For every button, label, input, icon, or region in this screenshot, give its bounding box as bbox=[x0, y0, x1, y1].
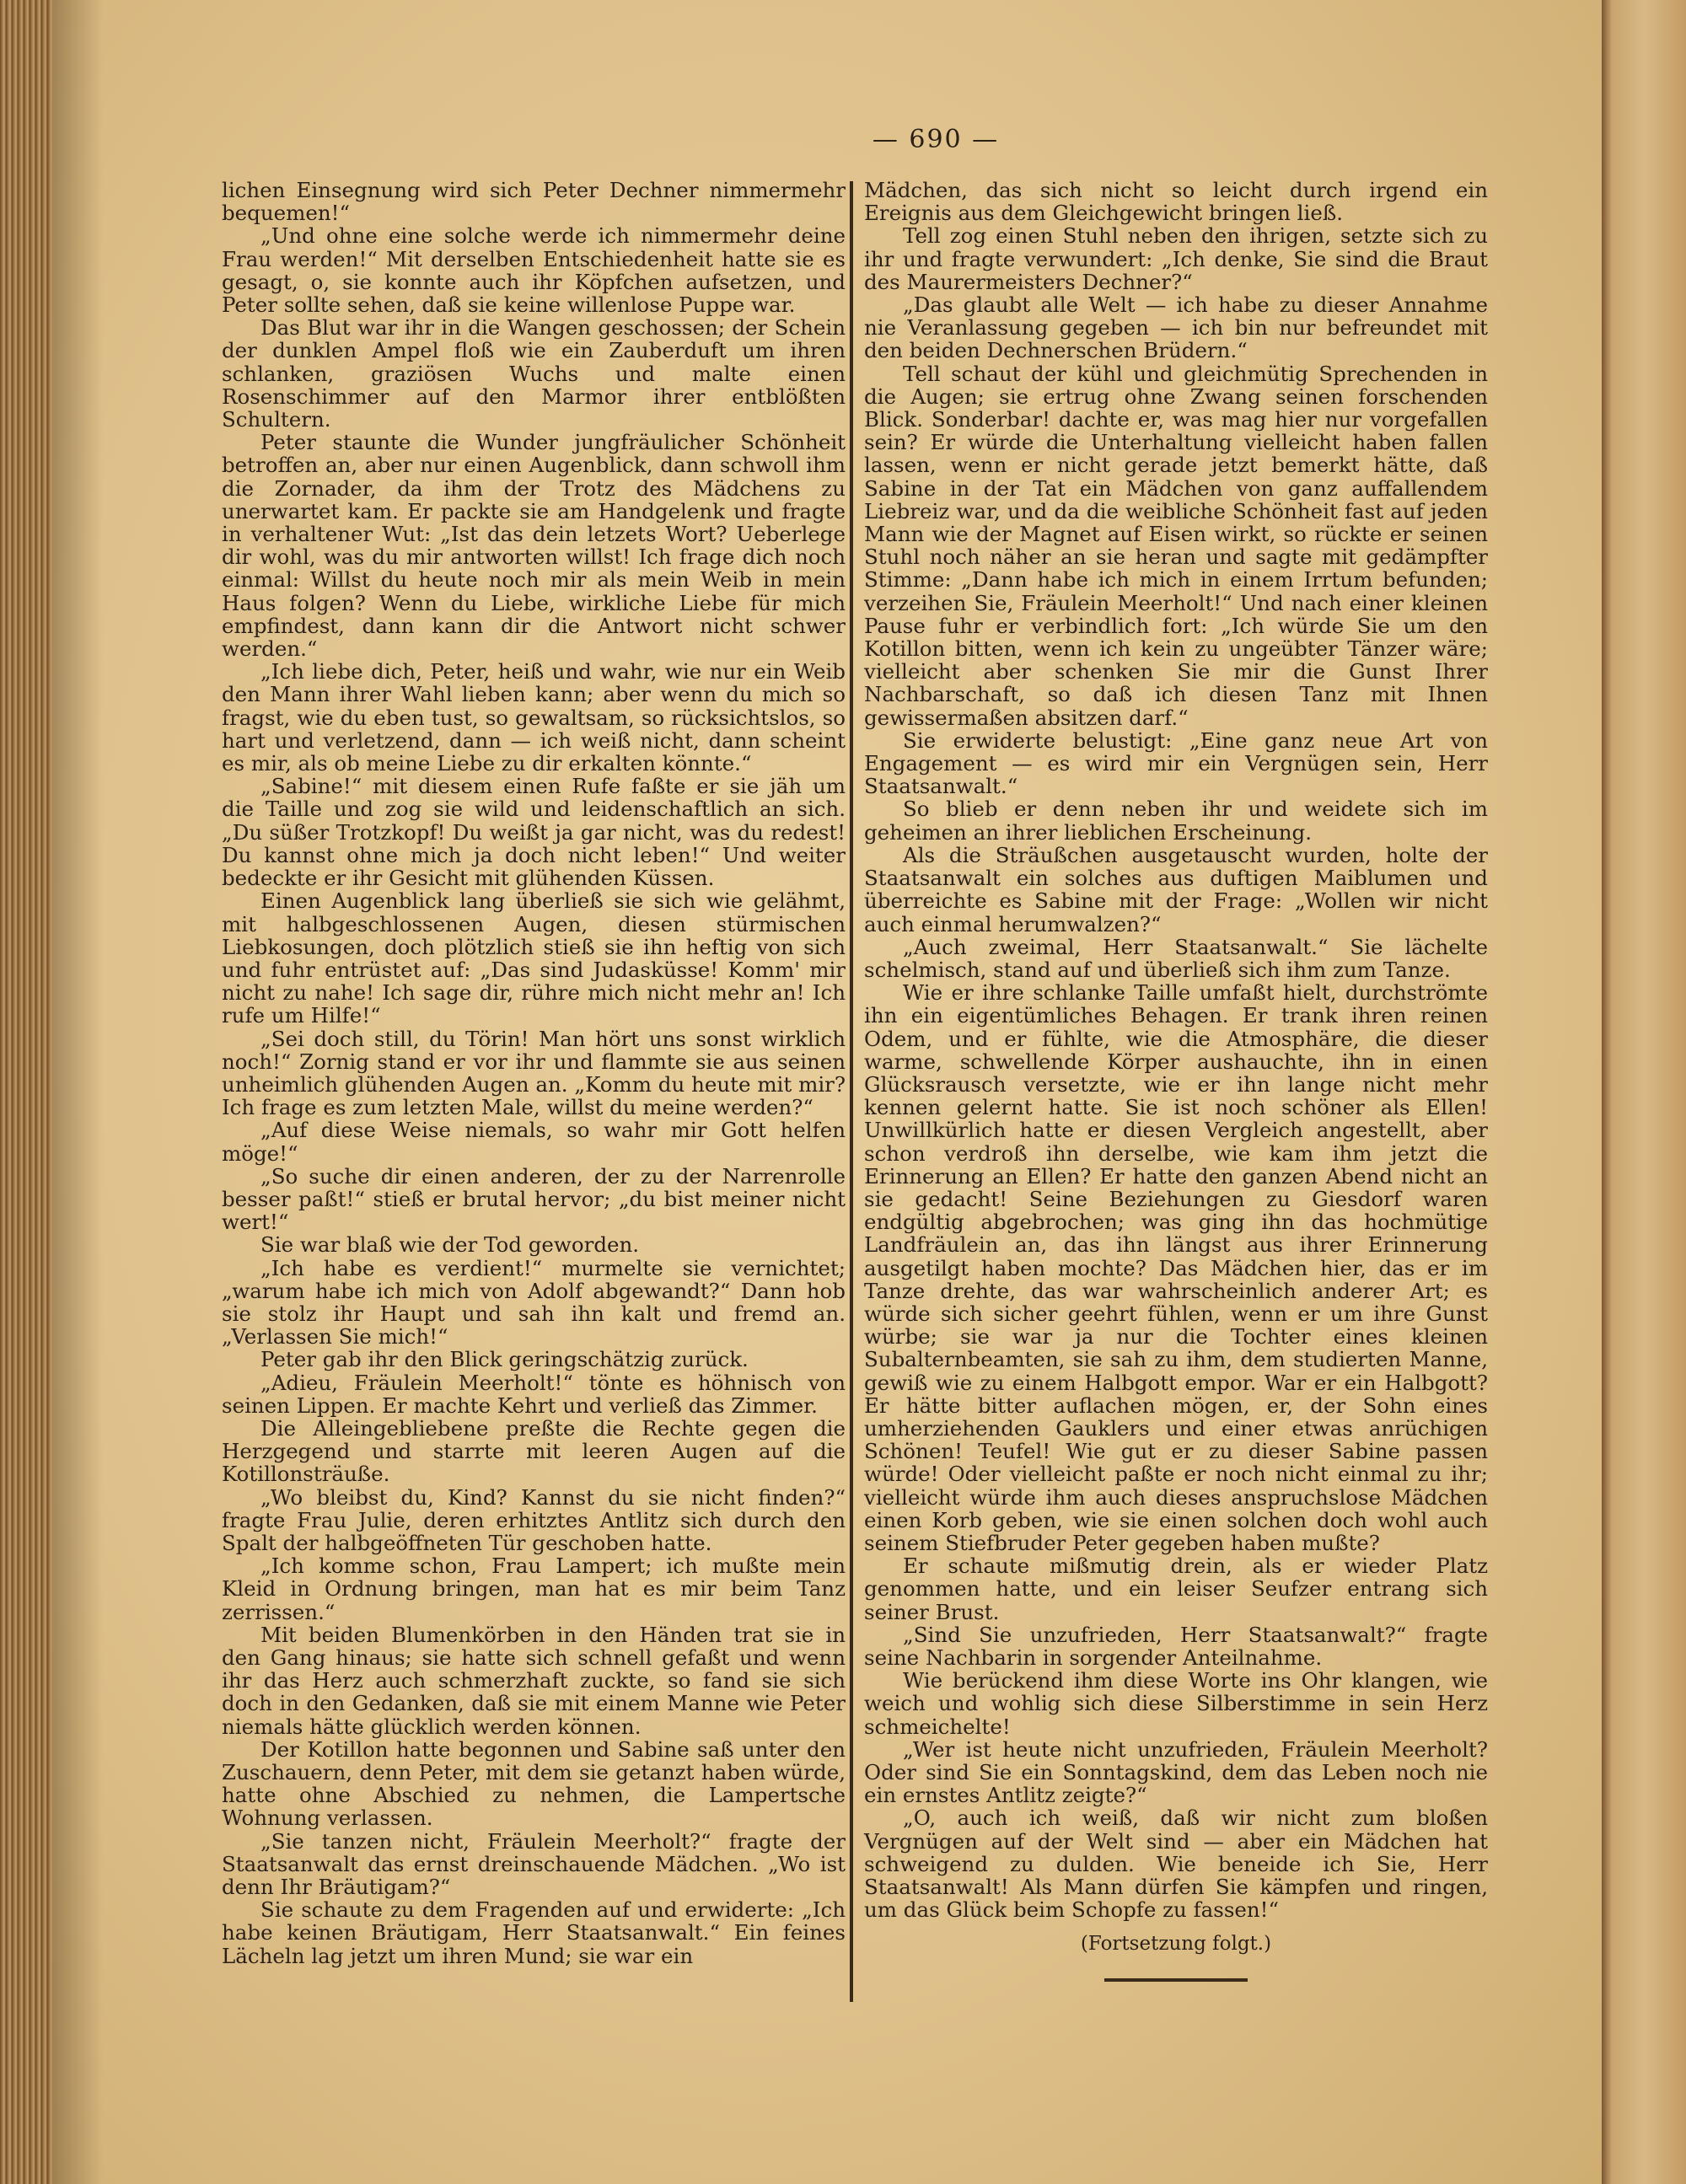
paragraph: Sie erwiderte belustigt: „Eine ganz neue Art von Engagement — es wird mir ein Vergnügen sein, Herr Staatsanwalt.“ bbox=[864, 727, 1488, 799]
paragraph: „Wer ist heute nicht unzufrieden, Fräulein Meerholt? Oder sind Sie ein Sonntagskind, dem das Leben noch nie ein ernstes Antlitz zeigte?“ bbox=[864, 1736, 1488, 1808]
paragraph: Als die Sträußchen ausgetauscht wurden, holte der Staatsanwalt ein solches aus duftigen Maiblumen und überreichte es Sabine mit der Frage: „Wollen wir nicht auch einmal herumwalzen?“ bbox=[864, 842, 1488, 936]
paragraph: „Sabine!“ mit diesem einen Rufe faßte er sie jäh um die Taille und zog sie wild und leidenschaftlich an sich. „Du süßer Trotzkopf! Du weißt ja gar nicht, was du redest! Du kannst ohne mich ja doch nicht leben!“ Und weiter bedeckte er ihr Gesicht mit glühenden Küssen. bbox=[222, 774, 846, 891]
paragraph: „Ich habe es verdient!“ murmelte sie vernichtet; „warum habe ich mich von Adolf abgewandt?“ Dann hob sie stolz ihr Haupt und sah ihn kalt und fremd an. „Verlassen Sie mich!“ bbox=[222, 1255, 846, 1350]
gutter-shadow bbox=[52, 0, 103, 2184]
paragraph: „Ich liebe dich, Peter, heiß und wahr, wie nur ein Weib den Mann ihrer Wahl lieben kann; aber wenn du mich so fragst, wie du eben tust, so gewaltsam, so rücksichtslos, so hart und verletzend, dann — ich weiß nicht, dann scheint es mir, als ob meine Liebe zu dir erkalten könnte.“ bbox=[222, 659, 846, 776]
paragraph: „Und ohne eine solche werde ich nimmermehr deine Frau werden!“ Mit derselben Entschiedenheit hatte sie es gesagt, o, sie konnte auch ihr Köpfchen aufsetzen, und Peter sollte sehen, daß sie keine willenlose Puppe war. bbox=[222, 223, 846, 318]
column-divider bbox=[850, 181, 853, 2002]
paragraph: Sie schaute zu dem Fragenden auf und erwiderte: „Ich habe keinen Bräutigam, Herr Staatsanwalt.“ Ein feines Lächeln lag jetzt um ihren Mund; sie war ein bbox=[222, 1897, 846, 1968]
left-column bbox=[222, 179, 846, 1999]
paragraph: Tell schaut der kühl und gleichmütig Sprechenden in die Augen; sie ertrug ohne Zwang seinen forschenden Blick. Sonderbar! dachte er, was mag hier nur vorgefallen sein? Er würde die Unterhaltung vielleicht haben fallen lassen, wenn er nicht gerade jetzt bemerkt hätte, daß Sabine in der Tat ein Mädchen von ganz auffallendem Liebreiz war, und da die weibliche Schönheit fast auf jeden Mann wie der Magnet auf Eisen wirkt, so rückte er seinen Stuhl noch näher an sie heran und sagte mit gedämpfter Stimme: „Dann habe ich mich in einem Irrtum befunden; verzeihen Sie, Fräulein Meerholt!“ Und nach einer kleinen Pause fuhr er verbindlich fort: „Ich würde Sie um den Kotillon bitten, wenn ich kein zu ungeübter Tänzer wäre; vielleicht aber schenken Sie mir die Gunst Ihrer Nachbarschaft, so daß ich diesen Tanz mit Ihnen gewissermaßen absitzen darf.“ bbox=[864, 361, 1488, 730]
paragraph: „Sie tanzen nicht, Fräulein Meerholt?“ fragte der Staatsanwalt das ernst dreinschauende Mädchen. „Wo ist denn Ihr Bräutigam?“ bbox=[222, 1828, 846, 1900]
paragraph: „So suche dir einen anderen, der zu der Narrenrolle besser paßt!“ stieß er brutal hervor; „du bist meiner nicht wert!“ bbox=[222, 1163, 846, 1235]
right-column bbox=[864, 179, 1488, 1983]
book-page-stack-right bbox=[1602, 0, 1686, 2184]
paragraph: Peter gab ihr den Blick geringschätzig zurück. bbox=[260, 1347, 749, 1372]
paragraph: „Sei doch still, du Törin! Man hört uns sonst wirklich noch!“ Zornig stand er vor ihr und flammte sie aus seinen unheimlich glühenden Augen an. „Komm du heute mit mir? Ich frage es zum letzten Male, willst du meine werden?“ bbox=[222, 1026, 846, 1120]
paragraph: Sie war blaß wie der Tod geworden. bbox=[260, 1232, 640, 1258]
paragraph: Wie er ihre schlanke Taille umfaßt hielt, durchströmte ihn ein eigentümliches Behagen. Er trank ihren reinen Odem, und er fühlte, wie die Atmosphäre, die dieser warme, schwellende Körper aushauchte, ihn in einen Glücksrausch versetzte, wie er ihn lange nicht mehr kennen gelernt hatte. Sie ist noch schöner als Ellen! Unwillkürlich hatte er diesen Vergleich angestellt, aber schon verdroß ihn derselbe, wie kam ihm jetzt die Erinnerung an Ellen? Er hatte den ganzen Abend nicht an sie gedacht! Seine Beziehungen zu Giesdorf waren endgültig abgebrochen; was ging ihn das hochmütige Landfräulein an, das ihn längst aus ihrer Erinnerung ausgetilgt haben mochte? Das Mädchen hier, das er im Tanze drehte, das war wahrscheinlich anderer Art; es würde sich sicher geehrt fühlen, wenn er um ihre Gunst würbe; sie war ja nur die Tochter eines kleinen Subalternbeamten, sie sah zu ihm, dem studierten Manne, gewiß wie zu einem Halbgott empor. War er ein Halbgott? Er hätte bitter auflachen mögen, er, der Sohn eines umherziehenden Gauklers und einer etwas anrüchigen Schönen! Teufel! Wie gut er zu dieser Sabine passen würde! Oder vielleicht paßte er noch nicht einmal zu ihr; vielleicht würde ihm auch dieses anspruchslose Mädchen einen Korb geben, wie sie einen solchen doch wohl auch seinem Stiefbruder Peter gegeben haben mußte? bbox=[864, 980, 1488, 1555]
paragraph: Einen Augenblick lang überließ sie sich wie gelähmt, mit halbgeschlossenen Augen, diesen stürmischen Liebkosungen, doch plötzlich stieß sie ihn heftig von sich und fuhr entrüstet auf: „Das sind Judasküsse! Komm' mir nicht zu nahe! Ich sage dir, rühre mich nicht mehr an! Ich rufe um Hilfe!“ bbox=[222, 888, 846, 1028]
paragraph: „Auf diese Weise niemals, so wahr mir Gott helfen möge!“ bbox=[222, 1118, 846, 1166]
paragraph: „Auch zweimal, Herr Staatsanwalt.“ Sie lächelte schelmisch, stand auf und überließ sich ihm zum Tanze. bbox=[864, 934, 1488, 982]
paragraph: „Wo bleibst du, Kind? Kannst du sie nicht finden?“ fragte Frau Julie, deren erhitztes Antlitz sich durch den Spalt der halbgeöffneten Tür geschoben hatte. bbox=[222, 1484, 846, 1555]
paragraph: Peter staunte die Wunder jungfräulicher Schönheit betroffen an, aber nur einen Augenblick, dann schwoll ihm die Zornader, da ihm der Trotz des Mädchens zu unerwartet kam. Er packte sie am Handgelenk und fragte in verhaltener Wut: „Ist das dein letzets Wort? Ueberlege dir wohl, was du mir antworten willst! Ich frage dich noch einmal: Willst du heute noch mir als mein Weib in mein Haus folgen? Wenn du Liebe, wirkliche Liebe für mich empfindest, dann kann dir die Antwort nicht schwer werden.“ bbox=[222, 430, 846, 662]
paragraph: Tell zog einen Stuhl neben den ihrigen, setzte sich zu ihr und fragte verwundert: „Ich denke, Sie sind die Braut des Maurermeisters Dechner?“ bbox=[864, 223, 1488, 294]
paragraph: So blieb er denn neben ihr und weidete sich im geheimen an ihrer lieblichen Erscheinung. bbox=[864, 797, 1488, 845]
paragraph: „Ich komme schon, Frau Lampert; ich mußte mein Kleid in Ordnung bringen, man hat es mir beim Tanz zerrissen.“ bbox=[222, 1553, 846, 1624]
book-page-stack-left bbox=[0, 0, 52, 2184]
paragraph: Wie berückend ihm diese Worte ins Ohr klangen, wie weich und wohlig sich diese Silberstimme in sein Herz schmeichelte! bbox=[864, 1668, 1488, 1739]
paragraph: Mädchen, das sich nicht so leicht durch irgend ein Ereignis aus dem Gleichgewicht bringen ließ. bbox=[864, 178, 1488, 226]
paragraph: „Sind Sie unzufrieden, Herr Staatsanwalt?“ fragte seine Nachbarin in sorgender Anteilnahme. bbox=[864, 1622, 1488, 1670]
paragraph: Der Kotillon hatte begonnen und Sabine saß unter den Zuschauern, denn Peter, mit dem sie getanzt haben würde, hatte ohne Abschied zu nehmen, die Lampertsche Wohnung verlassen. bbox=[222, 1736, 846, 1831]
page-number: — 690 — bbox=[872, 125, 1000, 154]
paragraph: Er schaute mißmutig drein, als er wieder Platz genommen hatte, und ein leiser Seufzer entrang sich seiner Brust. bbox=[864, 1553, 1488, 1624]
paragraph: Die Alleingebliebene preßte die Rechte gegen die Herzgegend und starrte mit leeren Augen auf die Kotillonsträuße. bbox=[222, 1415, 846, 1487]
paragraph: „O, auch ich weiß, daß wir nicht zum bloßen Vergnügen auf der Welt sind — aber ein Mädchen hat schweigend zu dulden. Wie beneide ich Sie, Herr Staatsanwalt! Als Mann dürfen Sie kämpfen und ringen, um das Glück beim Schopfe zu fassen!“ bbox=[864, 1806, 1488, 1923]
paragraph: „Adieu, Fräulein Meerholt!“ tönte es höhnisch von seinen Lippen. Er machte Kehrt und verließ das Zimmer. bbox=[222, 1370, 846, 1418]
end-rule bbox=[1104, 1978, 1248, 1982]
continuation-note: (Fortsetzung folgt.) bbox=[1080, 1933, 1272, 1956]
paragraph: lichen Einsegnung wird sich Peter Dechner nimmermehr bequemen!“ bbox=[222, 178, 846, 226]
paragraph: Das Blut war ihr in die Wangen geschossen; der Schein der dunklen Ampel floß wie ein Zauberduft um ihren schlanken, graziösen Wuchs und malte einen Rosenschimmer auf den Marmor ihrer entblößten Schultern. bbox=[222, 315, 846, 432]
paragraph: „Das glaubt alle Welt — ich habe zu dieser Annahme nie Veranlassung gegeben — ich bin nur befreundet mit den beiden Dechnerschen Brüdern.“ bbox=[864, 292, 1488, 363]
paragraph: Mit beiden Blumenkörben in den Händen trat sie in den Gang hinaus; sie hatte sich schnell gefaßt und wenn ihr das Herz auch schmerzhaft zuckte, so fand sie sich doch in den Gedanken, daß sie mit einem Manne wie Peter niemals hätte glücklich werden können. bbox=[222, 1622, 846, 1739]
